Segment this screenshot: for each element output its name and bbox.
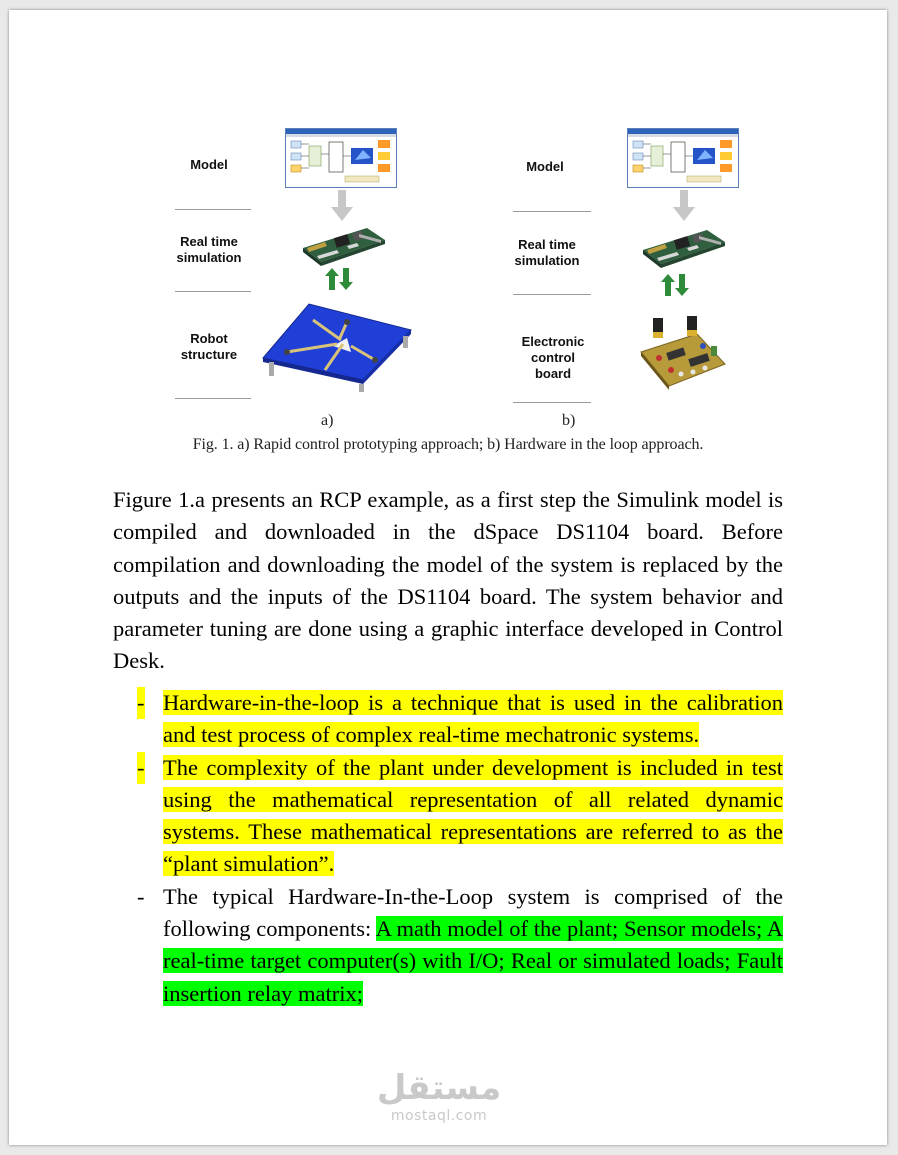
divider bbox=[175, 398, 251, 399]
dspace-board-icon bbox=[297, 220, 389, 268]
down-arrow-icon bbox=[673, 190, 695, 222]
dspace-board-icon bbox=[637, 222, 729, 270]
label-model-b: Model bbox=[526, 159, 564, 174]
label-realtime-a: Real time simulation bbox=[176, 234, 242, 265]
divider bbox=[513, 402, 591, 403]
list-item-highlighted-text: A math model of the plant; Sensor models; A real-time target computer(s) with I/O; Real or simulated loads; Fault insertion relay matrix; bbox=[163, 916, 783, 1006]
list-item-text: Hardware-in-the-loop is a technique that is used in the calibration and test process of complex real-time mechatronic systems. bbox=[163, 690, 783, 748]
electronic-control-board-image bbox=[637, 312, 729, 392]
divider bbox=[175, 291, 251, 292]
bullet-dash: - bbox=[137, 687, 145, 719]
bullet-dash: - bbox=[137, 883, 145, 909]
list-item bbox=[113, 752, 783, 881]
list-item-text: The complexity of the plant under development is included in test using the mathematical representation of all related dynamic systems. These mathematical representations are referred to as the “plant simulation”. bbox=[163, 754, 783, 877]
down-arrow-icon bbox=[331, 190, 353, 222]
body-paragraph: Figure 1.a presents an RCP example, as a first step the Simulink model is compiled and downloaded in the dSpace DS1104 board. Before compilation and downloading the model of the system is replaced by the outputs and the inputs of the DS1104 board. The system behavior and parameter tuning are done using a graphic interface developed in Control Desk. bbox=[113, 487, 783, 674]
list-item-text: The typical Hardware-In-the-Loop system is comprised of the following components: bbox=[163, 883, 783, 942]
label-electronic-control-board: Electronic control board bbox=[521, 334, 585, 381]
bidirectional-arrows-icon bbox=[661, 274, 689, 296]
figure-caption: Fig. 1. a) Rapid control prototyping approach; b) Hardware in the loop approach. bbox=[192, 436, 704, 453]
subfigure-label-a: a) bbox=[321, 412, 334, 429]
divider bbox=[175, 209, 251, 210]
label-robot-structure: Robot structure bbox=[180, 331, 238, 362]
divider bbox=[513, 294, 591, 295]
list-item bbox=[113, 687, 783, 752]
bullet-list bbox=[113, 687, 783, 1010]
watermark-logo bbox=[369, 1068, 509, 1124]
simulink-model-screenshot-a bbox=[285, 128, 397, 188]
robot-structure-image bbox=[255, 300, 417, 392]
list-item bbox=[113, 881, 783, 1010]
bullet-dash: - bbox=[137, 752, 145, 784]
figure-1 bbox=[9, 10, 887, 470]
watermark-url: mostaql.com bbox=[390, 1108, 488, 1124]
divider bbox=[513, 211, 591, 212]
watermark-arabic: مستقل bbox=[376, 1068, 502, 1108]
document-page bbox=[9, 10, 887, 1145]
bidirectional-arrows-icon bbox=[325, 268, 353, 290]
simulink-model-screenshot-b bbox=[627, 128, 739, 188]
label-realtime-b: Real time simulation bbox=[514, 237, 580, 268]
label-model-a: Model bbox=[190, 157, 228, 172]
subfigure-label-b: b) bbox=[562, 412, 576, 429]
